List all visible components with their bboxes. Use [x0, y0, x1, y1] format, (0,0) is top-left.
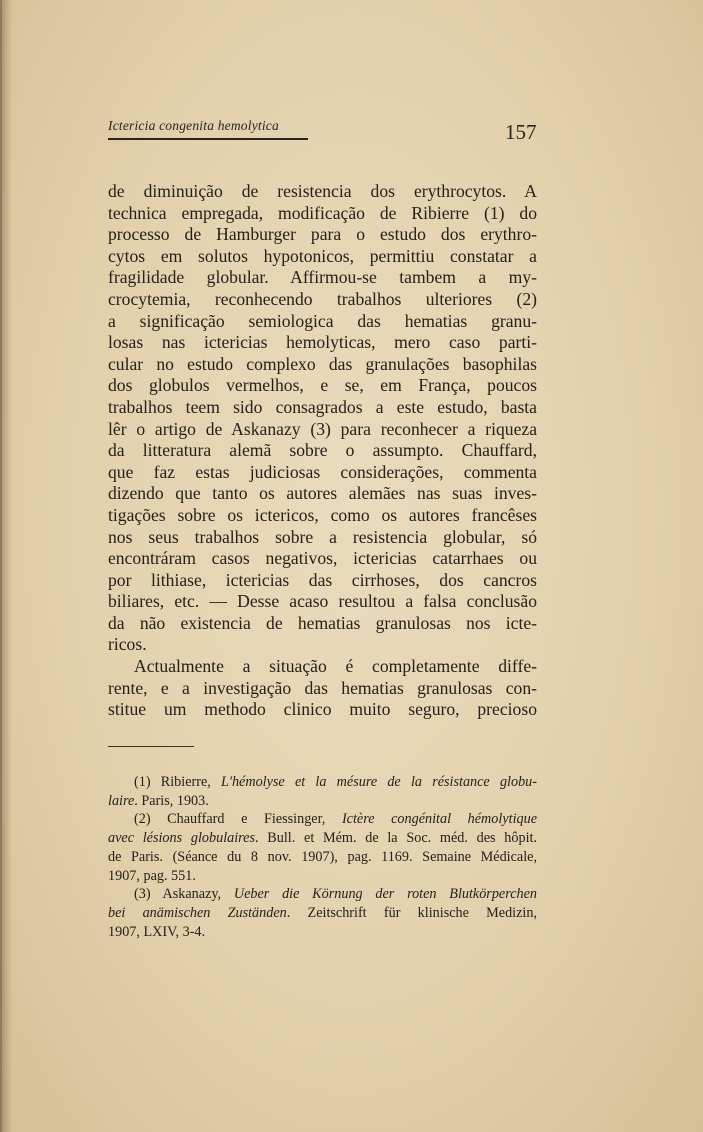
body-line: por lithiase, ictericias das cirrhoses, dos cancros [108, 569, 537, 590]
footnote-text: . Zeitschrift für klinische Medizin, [286, 904, 537, 921]
footnote [108, 773, 537, 810]
footnote-separator [108, 746, 194, 747]
footnote-line [108, 885, 537, 904]
body-line: crocytemia, reconhecendo trabalhos ulteriores (2) [108, 288, 537, 309]
body-line: tigações sobre os ictericos, como os autores francêses [108, 504, 537, 525]
footnote-text: 1907, pag. 551. [108, 867, 196, 884]
body-line: technica empregada, modificação de Ribierre (1) do [108, 202, 537, 223]
body-line: losas nas ictericias hemolyticas, mero caso parti- [108, 332, 537, 353]
footnote-italic-text: L'hémolyse et la mésure de la résistance globu- [221, 774, 537, 790]
body-line: cular no estudo complexo das granulações basophilas [108, 353, 537, 374]
body-line: cytos em solutos hypotonicos, permittiu constatar a [108, 245, 537, 266]
body-line: fragilidade globular. Affirmou-se tambem a my- [108, 267, 537, 288]
body-line: dos globulos vermelhos, e se, em França, poucos [108, 375, 537, 396]
footnote-text: 1907, LXIV, 3-4. [108, 923, 206, 940]
body-line: da litteratura alemã sobre o assumpto. Chauffard, [108, 440, 537, 461]
footnote-italic-text: avec lésions globulaires [108, 830, 255, 847]
running-title-rule [108, 138, 308, 140]
footnote-text: de Paris. (Séance du 8 nov. 1907), pag. 1169. Semaine Médicale, [108, 848, 537, 865]
footnote-italic-text: Ictère congénital hémolytique [341, 811, 538, 828]
footnote-line [108, 867, 537, 886]
body-line: nos seus trabalhos sobre a resistencia globular, só [108, 526, 537, 547]
footnote [108, 885, 537, 941]
page-number: 157 [505, 120, 537, 144]
body-line: lêr o artigo de Askanazy (3) para reconhecer a riqueza [108, 418, 537, 439]
footnote-line [108, 923, 537, 942]
body-line: biliares, etc. — Desse acaso resultou a falsa conclusão [108, 591, 537, 612]
footnote-italic-text: Ueber die Körnung der roten Blutkörperchen [233, 886, 537, 903]
running-title: Ictericia congenita hemolytica [108, 118, 279, 133]
footnote-line [108, 829, 537, 848]
body-line: dizendo que tanto os autores alemães nas suas inves- [108, 483, 537, 504]
body-line: que faz estas judiciosas considerações, commenta [108, 461, 537, 482]
footnote-text: (2) Chauffard e Fiessinger, [134, 811, 342, 828]
footnote-line [108, 848, 537, 867]
footnote-line [108, 792, 537, 811]
body-line: processo de Hamburger para o estudo dos erythro- [108, 224, 537, 245]
footnote-text: . Bull. et Mém. de la Soc. méd. des hôpit. [255, 830, 537, 847]
body-text [108, 181, 537, 721]
body-line: rente, e a investigação das hematias granulosas con- [108, 677, 537, 698]
footnote-text: (3) Askanazy, [134, 886, 234, 903]
body-line: stitue um methodo clinico muito seguro, precioso [108, 699, 537, 720]
body-line: encontráram casos negativos, ictericias catarrhaes ou [108, 548, 537, 569]
body-line: Actualmente a situação é completamente diffe- [134, 656, 537, 677]
footnote-text: . Paris, 1903. [134, 792, 209, 809]
body-line: ricos. [108, 634, 147, 655]
body-line: trabalhos teem sido consagrados a este estudo, basta [108, 396, 537, 417]
footnote-text: (1) Ribierre, [134, 774, 222, 790]
footnotes [108, 773, 537, 941]
body-line: de diminuição de resistencia dos erythrocytos. A [108, 181, 537, 201]
body-line: da não existencia de hematias granulosas nos icte- [108, 612, 537, 633]
footnote-italic-text: bei anämischen Zuständen [108, 904, 287, 921]
footnote-line [108, 773, 537, 792]
body-line: a significação semiologica das hematias granu- [108, 310, 537, 331]
footnote-italic-text: laire [108, 792, 135, 809]
footnote-line [108, 810, 537, 829]
footnote-line [108, 904, 537, 923]
footnote [108, 810, 537, 885]
